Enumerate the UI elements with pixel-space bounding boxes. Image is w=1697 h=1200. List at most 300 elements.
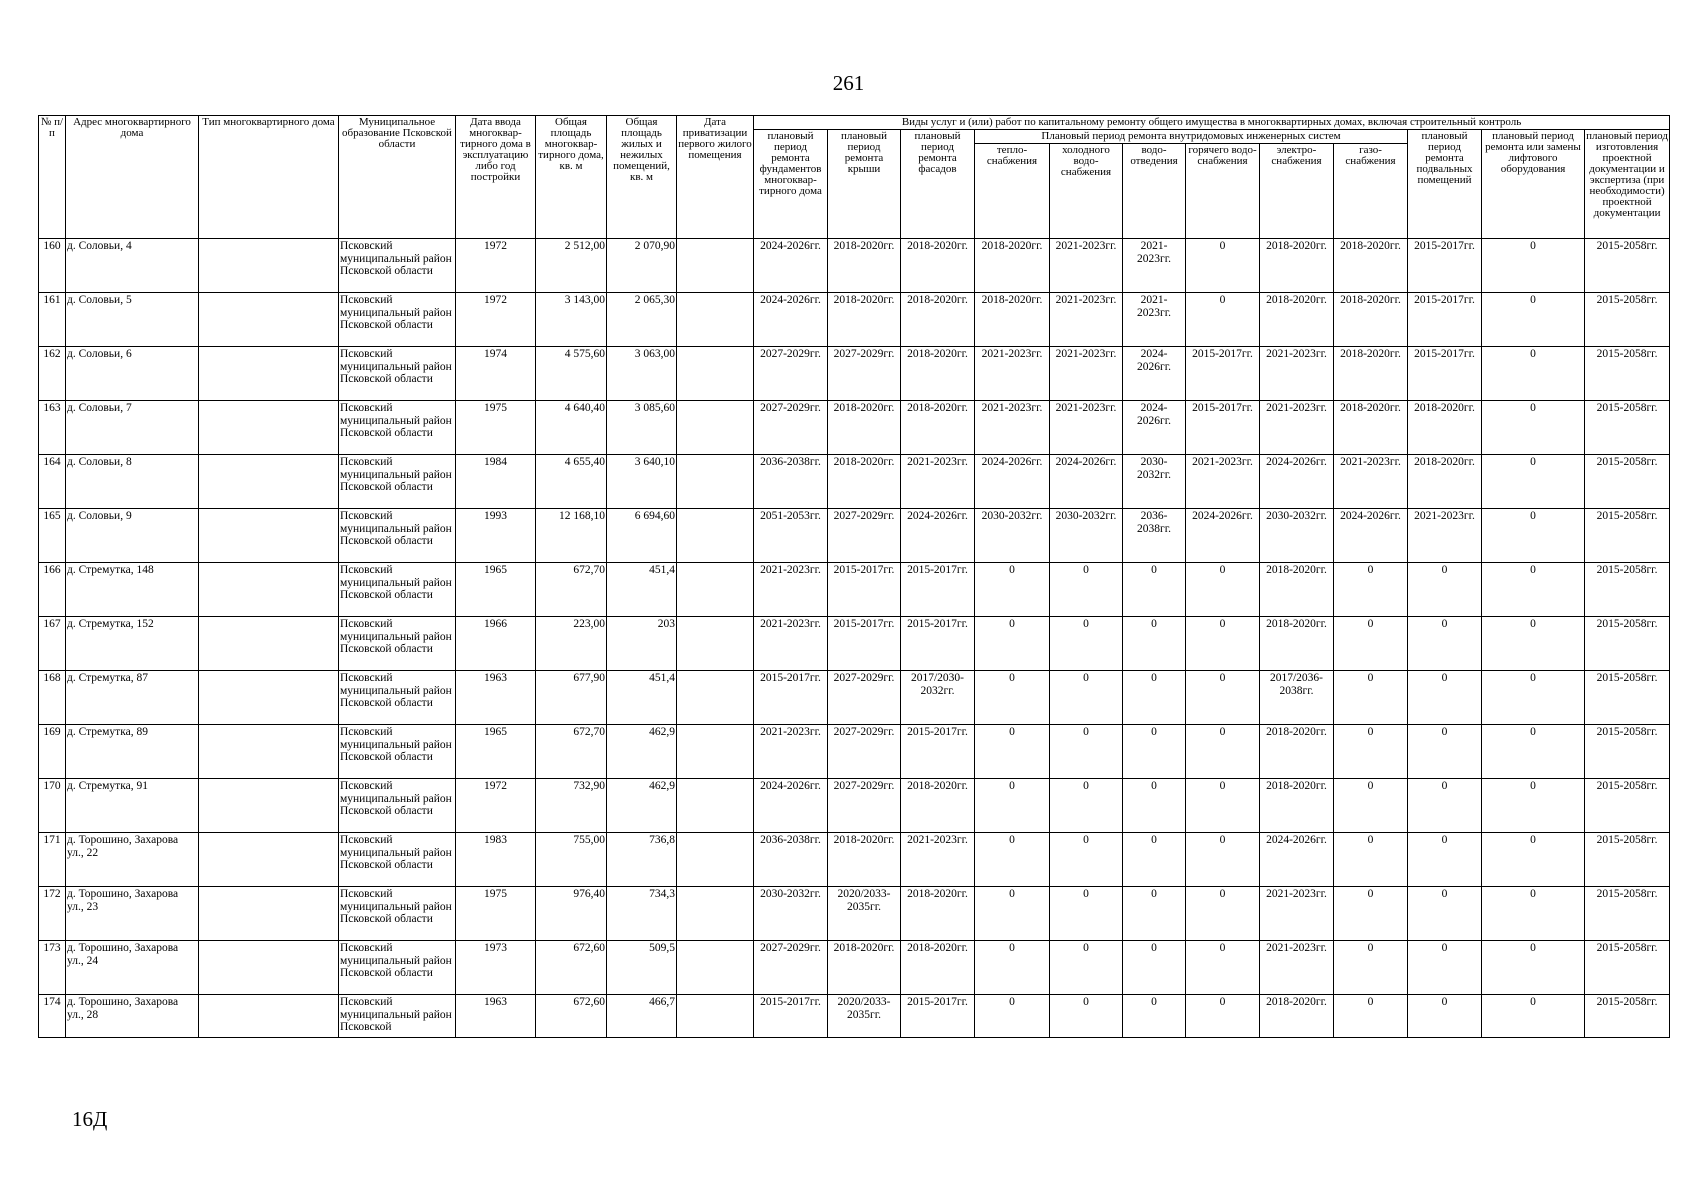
table-body: [39, 239, 1670, 1038]
cell-address: д. Стремутка, 87: [66, 671, 199, 725]
cell-roof: 2018-2020гг.: [828, 455, 901, 509]
header-num: № п/п: [39, 116, 66, 239]
cell-roof: 2018-2020гг.: [828, 239, 901, 293]
header-sewer: водо-отведения: [1123, 144, 1186, 239]
cell-municipality: Псковский муниципальный район Псковской области: [339, 671, 456, 725]
cell-roof: 2027-2029гг.: [828, 509, 901, 563]
cell-design: 2015-2058гг.: [1585, 995, 1670, 1038]
cell-basement: 0: [1408, 617, 1482, 671]
cell-electric: 2018-2020гг.: [1260, 563, 1334, 617]
cell-facade: 2018-2020гг.: [901, 401, 975, 455]
cell-roof: 2027-2029гг.: [828, 779, 901, 833]
cell-municipality: Псковский муниципальный район Псковской области: [339, 617, 456, 671]
cell-heat: 2021-2023гг.: [975, 347, 1050, 401]
cell-facade: 2018-2020гг.: [901, 347, 975, 401]
cell-heat: 0: [975, 941, 1050, 995]
table-row: [39, 995, 1670, 1038]
cell-year: 1975: [456, 401, 536, 455]
cell-sewer: 0: [1123, 995, 1186, 1038]
cell-privatization: [677, 239, 754, 293]
cell-design: 2015-2058гг.: [1585, 725, 1670, 779]
cell-facade: 2018-2020гг.: [901, 239, 975, 293]
cell-living-area: 466,7: [607, 995, 677, 1038]
cell-elevator: 0: [1482, 239, 1585, 293]
cell-cold-water: 2030-2032гг.: [1050, 509, 1123, 563]
cell-address: д. Соловьи, 4: [66, 239, 199, 293]
cell-heat: 2021-2023гг.: [975, 401, 1050, 455]
cell-privatization: [677, 347, 754, 401]
cell-elevator: 0: [1482, 347, 1585, 401]
cell-electric: 2018-2020гг.: [1260, 239, 1334, 293]
cell-design: 2015-2058гг.: [1585, 347, 1670, 401]
cell-address: д. Стремутка, 89: [66, 725, 199, 779]
table-row: [39, 293, 1670, 347]
cell-year: 1965: [456, 563, 536, 617]
cell-heat: 2024-2026гг.: [975, 455, 1050, 509]
cell-sewer: 0: [1123, 779, 1186, 833]
cell-year: 1975: [456, 887, 536, 941]
cell-living-area: 2 065,30: [607, 293, 677, 347]
table-row: [39, 347, 1670, 401]
cell-municipality: Псковский муниципальный район Псковской области: [339, 833, 456, 887]
cell-total-area: 4 575,60: [536, 347, 607, 401]
cell-type: [199, 239, 339, 293]
cell-electric: 2018-2020гг.: [1260, 779, 1334, 833]
cell-electric: 2018-2020гг.: [1260, 617, 1334, 671]
cell-elevator: 0: [1482, 779, 1585, 833]
cell-sewer: 0: [1123, 671, 1186, 725]
cell-year: 1972: [456, 293, 536, 347]
cell-hot-water: 0: [1186, 995, 1260, 1038]
cell-living-area: 736,8: [607, 833, 677, 887]
cell-year: 1973: [456, 941, 536, 995]
cell-design: 2015-2058гг.: [1585, 887, 1670, 941]
cell-year: 1966: [456, 617, 536, 671]
table-header: [39, 116, 1670, 239]
cell-hot-water: 0: [1186, 941, 1260, 995]
cell-heat: 2018-2020гг.: [975, 239, 1050, 293]
cell-num: 170: [39, 779, 66, 833]
cell-gas: 2018-2020гг.: [1334, 401, 1408, 455]
cell-facade: 2015-2017гг.: [901, 563, 975, 617]
cell-total-area: 12 168,10: [536, 509, 607, 563]
cell-roof: 2018-2020гг.: [828, 401, 901, 455]
table-row: [39, 887, 1670, 941]
cell-sewer: 0: [1123, 941, 1186, 995]
cell-gas: 0: [1334, 941, 1408, 995]
cell-living-area: 3 085,60: [607, 401, 677, 455]
cell-address: д. Торошино, Захарова ул., 28: [66, 995, 199, 1038]
cell-gas: 2024-2026гг.: [1334, 509, 1408, 563]
cell-basement: 2018-2020гг.: [1408, 401, 1482, 455]
cell-gas: 0: [1334, 671, 1408, 725]
cell-electric: 2021-2023гг.: [1260, 347, 1334, 401]
header-commission-date: Дата ввода многоквар-тирного дома в эксплуатацию либо год постройки: [456, 116, 536, 239]
cell-elevator: 0: [1482, 617, 1585, 671]
cell-gas: 2021-2023гг.: [1334, 455, 1408, 509]
cell-facade: 2021-2023гг.: [901, 455, 975, 509]
cell-electric: 2021-2023гг.: [1260, 401, 1334, 455]
cell-year: 1984: [456, 455, 536, 509]
cell-foundation: 2036-2038гг.: [754, 833, 828, 887]
cell-address: д. Соловьи, 6: [66, 347, 199, 401]
cell-total-area: 672,60: [536, 941, 607, 995]
cell-living-area: 6 694,60: [607, 509, 677, 563]
cell-elevator: 0: [1482, 995, 1585, 1038]
cell-design: 2015-2058гг.: [1585, 779, 1670, 833]
cell-living-area: 734,3: [607, 887, 677, 941]
cell-elevator: 0: [1482, 563, 1585, 617]
cell-basement: 0: [1408, 779, 1482, 833]
cell-foundation: 2021-2023гг.: [754, 725, 828, 779]
cell-municipality: Псковский муниципальный район Псковской области: [339, 887, 456, 941]
cell-living-area: 2 070,90: [607, 239, 677, 293]
cell-municipality: Псковский муниципальный район Псковской области: [339, 725, 456, 779]
capital-repair-table: [38, 115, 1670, 1038]
header-address: Адрес многоквартирного дома: [66, 116, 199, 239]
cell-cold-water: 0: [1050, 617, 1123, 671]
cell-design: 2015-2058гг.: [1585, 617, 1670, 671]
cell-basement: 0: [1408, 563, 1482, 617]
table-row: [39, 239, 1670, 293]
cell-sewer: 2036-2038гг.: [1123, 509, 1186, 563]
cell-heat: 0: [975, 671, 1050, 725]
cell-num: 164: [39, 455, 66, 509]
table-row: [39, 563, 1670, 617]
cell-num: 169: [39, 725, 66, 779]
cell-roof: 2020/2033-2035гг.: [828, 887, 901, 941]
cell-year: 1993: [456, 509, 536, 563]
header-total-area: Общая площадь многоквар-тирного дома, кв. м: [536, 116, 607, 239]
cell-hot-water: 0: [1186, 617, 1260, 671]
cell-living-area: 462,9: [607, 779, 677, 833]
cell-heat: 0: [975, 833, 1050, 887]
cell-total-area: 732,90: [536, 779, 607, 833]
cell-basement: 0: [1408, 671, 1482, 725]
cell-year: 1965: [456, 725, 536, 779]
cell-address: д. Торошино, Захарова ул., 23: [66, 887, 199, 941]
cell-total-area: 755,00: [536, 833, 607, 887]
cell-address: д. Стремутка, 91: [66, 779, 199, 833]
cell-design: 2015-2058гг.: [1585, 941, 1670, 995]
cell-basement: 2015-2017гг.: [1408, 347, 1482, 401]
cell-hot-water: 0: [1186, 779, 1260, 833]
table-row: [39, 671, 1670, 725]
cell-cold-water: 0: [1050, 833, 1123, 887]
cell-privatization: [677, 779, 754, 833]
cell-elevator: 0: [1482, 509, 1585, 563]
header-privatization-date: Дата приватизации первого жилого помещения: [677, 116, 754, 239]
cell-type: [199, 779, 339, 833]
cell-electric: 2017/2036-2038гг.: [1260, 671, 1334, 725]
cell-type: [199, 833, 339, 887]
header-hot-water: горячего водо-снабжения: [1186, 144, 1260, 239]
cell-gas: 0: [1334, 779, 1408, 833]
table-row: [39, 509, 1670, 563]
cell-heat: 0: [975, 563, 1050, 617]
cell-privatization: [677, 725, 754, 779]
cell-foundation: 2027-2029гг.: [754, 401, 828, 455]
cell-facade: 2018-2020гг.: [901, 779, 975, 833]
cell-roof: 2018-2020гг.: [828, 293, 901, 347]
cell-elevator: 0: [1482, 401, 1585, 455]
cell-basement: 2015-2017гг.: [1408, 293, 1482, 347]
table-row: [39, 833, 1670, 887]
cell-sewer: 0: [1123, 887, 1186, 941]
cell-sewer: 2024-2026гг.: [1123, 401, 1186, 455]
cell-design: 2015-2058гг.: [1585, 239, 1670, 293]
cell-elevator: 0: [1482, 455, 1585, 509]
cell-num: 174: [39, 995, 66, 1038]
cell-year: 1974: [456, 347, 536, 401]
cell-design: 2015-2058гг.: [1585, 455, 1670, 509]
header-type: Тип многоквартирного дома: [199, 116, 339, 239]
cell-total-area: 976,40: [536, 887, 607, 941]
cell-elevator: 0: [1482, 833, 1585, 887]
cell-type: [199, 401, 339, 455]
cell-heat: 0: [975, 995, 1050, 1038]
page-number: 261: [832, 71, 865, 95]
cell-living-area: 203: [607, 617, 677, 671]
cell-electric: 2024-2026гг.: [1260, 833, 1334, 887]
cell-heat: 0: [975, 779, 1050, 833]
cell-design: 2015-2058гг.: [1585, 563, 1670, 617]
cell-design: 2015-2058гг.: [1585, 833, 1670, 887]
cell-elevator: 0: [1482, 671, 1585, 725]
cell-hot-water: 2024-2026гг.: [1186, 509, 1260, 563]
cell-design: 2015-2058гг.: [1585, 509, 1670, 563]
cell-address: д. Соловьи, 8: [66, 455, 199, 509]
cell-foundation: 2021-2023гг.: [754, 617, 828, 671]
cell-address: д. Торошино, Захарова ул., 22: [66, 833, 199, 887]
cell-cold-water: 0: [1050, 725, 1123, 779]
cell-gas: 0: [1334, 563, 1408, 617]
cell-facade: 2021-2023гг.: [901, 833, 975, 887]
cell-num: 160: [39, 239, 66, 293]
cell-municipality: Псковский муниципальный район Псковской области: [339, 239, 456, 293]
table-row: [39, 401, 1670, 455]
cell-design: 2015-2058гг.: [1585, 671, 1670, 725]
cell-municipality: Псковский муниципальный район Псковской области: [339, 455, 456, 509]
cell-electric: 2018-2020гг.: [1260, 725, 1334, 779]
cell-basement: 0: [1408, 725, 1482, 779]
cell-foundation: 2051-2053гг.: [754, 509, 828, 563]
cell-privatization: [677, 455, 754, 509]
cell-elevator: 0: [1482, 293, 1585, 347]
cell-gas: 0: [1334, 887, 1408, 941]
cell-hot-water: 0: [1186, 887, 1260, 941]
cell-total-area: 672,60: [536, 995, 607, 1038]
cell-total-area: 672,70: [536, 725, 607, 779]
cell-heat: 0: [975, 887, 1050, 941]
cell-address: д. Стремутка, 148: [66, 563, 199, 617]
header-elevator: плановый период ремонта или замены лифтового оборудования: [1482, 130, 1585, 239]
cell-foundation: 2015-2017гг.: [754, 995, 828, 1038]
cell-privatization: [677, 293, 754, 347]
cell-year: 1963: [456, 671, 536, 725]
header-municipality: Муниципальное образование Псковской области: [339, 116, 456, 239]
header-heat: тепло-снабжения: [975, 144, 1050, 239]
cell-electric: 2021-2023гг.: [1260, 887, 1334, 941]
cell-facade: 2018-2020гг.: [901, 293, 975, 347]
cell-roof: 2018-2020гг.: [828, 941, 901, 995]
cell-year: 1963: [456, 995, 536, 1038]
cell-living-area: 3 640,10: [607, 455, 677, 509]
cell-sewer: 2021-2023гг.: [1123, 239, 1186, 293]
cell-living-area: 509,5: [607, 941, 677, 995]
header-works-group: Виды услуг и (или) работ по капитальному ремонту общего имущества в многоквартирных домах, включая строительный контроль: [754, 116, 1670, 130]
cell-total-area: 223,00: [536, 617, 607, 671]
cell-privatization: [677, 995, 754, 1038]
cell-roof: 2027-2029гг.: [828, 671, 901, 725]
cell-facade: 2018-2020гг.: [901, 941, 975, 995]
header-engineering-group: Плановый период ремонта внутридомовых инженерных систем: [975, 130, 1408, 144]
cell-type: [199, 725, 339, 779]
cell-hot-water: 0: [1186, 563, 1260, 617]
cell-gas: 0: [1334, 725, 1408, 779]
cell-num: 171: [39, 833, 66, 887]
cell-electric: 2018-2020гг.: [1260, 293, 1334, 347]
table-row: [39, 725, 1670, 779]
header-electric: электро-снабжения: [1260, 144, 1334, 239]
cell-foundation: 2024-2026гг.: [754, 239, 828, 293]
cell-foundation: 2015-2017гг.: [754, 671, 828, 725]
cell-address: д. Торошино, Захарова ул., 24: [66, 941, 199, 995]
cell-total-area: 2 512,00: [536, 239, 607, 293]
cell-electric: 2018-2020гг.: [1260, 995, 1334, 1038]
cell-privatization: [677, 563, 754, 617]
cell-basement: 0: [1408, 887, 1482, 941]
cell-cold-water: 0: [1050, 779, 1123, 833]
cell-total-area: 672,70: [536, 563, 607, 617]
footer-code: 16Д: [72, 1107, 108, 1131]
cell-municipality: Псковский муниципальный район Псковской области: [339, 941, 456, 995]
cell-hot-water: 0: [1186, 293, 1260, 347]
cell-address: д. Соловьи, 7: [66, 401, 199, 455]
cell-basement: 2018-2020гг.: [1408, 455, 1482, 509]
cell-heat: 2030-2032гг.: [975, 509, 1050, 563]
table-row: [39, 779, 1670, 833]
cell-total-area: 677,90: [536, 671, 607, 725]
cell-hot-water: 2015-2017гг.: [1186, 347, 1260, 401]
cell-living-area: 451,4: [607, 671, 677, 725]
cell-hot-water: 0: [1186, 671, 1260, 725]
cell-facade: 2015-2017гг.: [901, 995, 975, 1038]
header-living-area: Общая площадь жилых и нежилых помещений, кв. м: [607, 116, 677, 239]
cell-electric: 2024-2026гг.: [1260, 455, 1334, 509]
cell-municipality: Псковский муниципальный район Псковской области: [339, 293, 456, 347]
cell-type: [199, 455, 339, 509]
cell-hot-water: 0: [1186, 239, 1260, 293]
cell-basement: 0: [1408, 941, 1482, 995]
cell-facade: 2015-2017гг.: [901, 617, 975, 671]
cell-gas: 0: [1334, 995, 1408, 1038]
cell-foundation: 2030-2032гг.: [754, 887, 828, 941]
cell-gas: 2018-2020гг.: [1334, 239, 1408, 293]
cell-type: [199, 563, 339, 617]
header-foundation: плановый период ремонта фундаментов многоквар-тирного дома: [754, 130, 828, 239]
cell-hot-water: 2015-2017гг.: [1186, 401, 1260, 455]
cell-living-area: 451,4: [607, 563, 677, 617]
cell-roof: 2018-2020гг.: [828, 833, 901, 887]
cell-sewer: 0: [1123, 833, 1186, 887]
cell-municipality: Псковский муниципальный район Псковской области: [339, 563, 456, 617]
cell-electric: 2021-2023гг.: [1260, 941, 1334, 995]
cell-privatization: [677, 401, 754, 455]
cell-total-area: 4 640,40: [536, 401, 607, 455]
cell-living-area: 3 063,00: [607, 347, 677, 401]
cell-num: 167: [39, 617, 66, 671]
cell-cold-water: 2024-2026гг.: [1050, 455, 1123, 509]
cell-gas: 0: [1334, 617, 1408, 671]
cell-gas: 0: [1334, 833, 1408, 887]
cell-address: д. Соловьи, 9: [66, 509, 199, 563]
cell-cold-water: 0: [1050, 995, 1123, 1038]
cell-roof: 2027-2029гг.: [828, 347, 901, 401]
cell-total-area: 4 655,40: [536, 455, 607, 509]
header-basement: плановый период ремонта подвальных помещений: [1408, 130, 1482, 239]
cell-roof: 2027-2029гг.: [828, 725, 901, 779]
cell-foundation: 2021-2023гг.: [754, 563, 828, 617]
table-row: [39, 617, 1670, 671]
cell-elevator: 0: [1482, 725, 1585, 779]
cell-facade: 2017/2030-2032гг.: [901, 671, 975, 725]
cell-cold-water: 0: [1050, 563, 1123, 617]
cell-sewer: 0: [1123, 563, 1186, 617]
cell-cold-water: 2021-2023гг.: [1050, 293, 1123, 347]
cell-cold-water: 0: [1050, 887, 1123, 941]
header-cold-water: холодного водо-снабжения: [1050, 144, 1123, 239]
cell-facade: 2015-2017гг.: [901, 725, 975, 779]
cell-basement: 2021-2023гг.: [1408, 509, 1482, 563]
cell-num: 173: [39, 941, 66, 995]
cell-type: [199, 671, 339, 725]
cell-municipality: Псковский муниципальный район Псковской области: [339, 401, 456, 455]
cell-sewer: 0: [1123, 617, 1186, 671]
cell-municipality: Псковский муниципальный район Псковской области: [339, 347, 456, 401]
cell-foundation: 2036-2038гг.: [754, 455, 828, 509]
cell-type: [199, 941, 339, 995]
cell-hot-water: 2021-2023гг.: [1186, 455, 1260, 509]
cell-type: [199, 293, 339, 347]
cell-gas: 2018-2020гг.: [1334, 293, 1408, 347]
cell-sewer: 2024-2026гг.: [1123, 347, 1186, 401]
cell-heat: 0: [975, 617, 1050, 671]
cell-municipality: Псковский муниципальный район Псковской области: [339, 509, 456, 563]
cell-privatization: [677, 509, 754, 563]
cell-type: [199, 617, 339, 671]
header-roof: плановый период ремонта крыши: [828, 130, 901, 239]
cell-sewer: 2021-2023гг.: [1123, 293, 1186, 347]
cell-roof: 2020/2033-2035гг.: [828, 995, 901, 1038]
cell-total-area: 3 143,00: [536, 293, 607, 347]
cell-type: [199, 347, 339, 401]
cell-year: 1983: [456, 833, 536, 887]
cell-num: 162: [39, 347, 66, 401]
cell-basement: 2015-2017гг.: [1408, 239, 1482, 293]
cell-type: [199, 509, 339, 563]
cell-year: 1972: [456, 779, 536, 833]
cell-num: 161: [39, 293, 66, 347]
cell-roof: 2015-2017гг.: [828, 617, 901, 671]
cell-privatization: [677, 941, 754, 995]
cell-elevator: 0: [1482, 941, 1585, 995]
table-row: [39, 455, 1670, 509]
cell-num: 168: [39, 671, 66, 725]
cell-basement: 0: [1408, 833, 1482, 887]
cell-basement: 0: [1408, 995, 1482, 1038]
cell-sewer: 0: [1123, 725, 1186, 779]
